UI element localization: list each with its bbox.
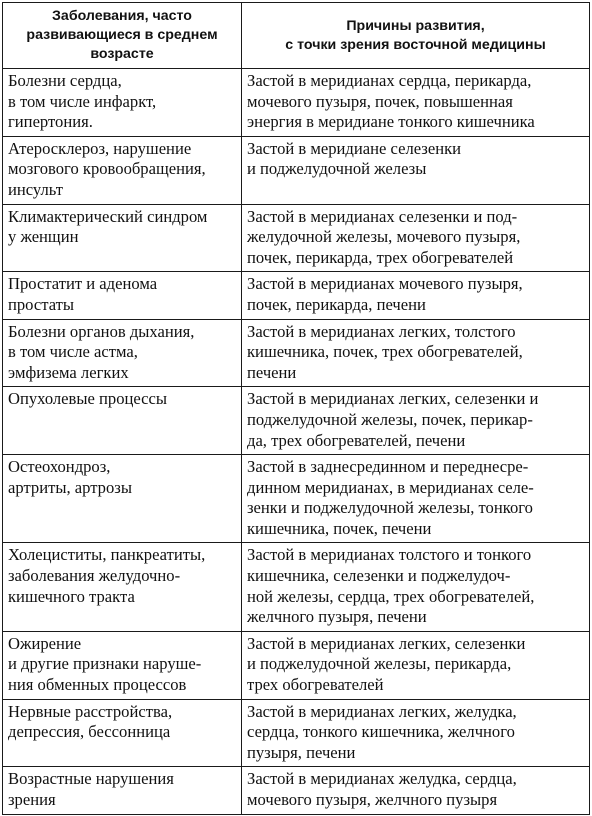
table-row [3,136,590,204]
header-row [3,3,590,69]
header-causes: Причины развития, с точки зрения восточной медицины [242,3,590,69]
cause-cell: Застой в меридианах легких, селезенки и поджелудочной железы, почек, перикар- да, трех обогревателей, печени [242,387,590,455]
cause-cell: Застой в меридианах легких, селезенки и поджелудочной железы, перикарда, трех обогревателей [242,631,590,699]
table-row [3,631,590,699]
table-row [3,319,590,387]
table-row [3,387,590,455]
cause-cell: Застой в меридианах легких, толстого кишечника, почек, трех обогревателей, печени [242,319,590,387]
table-row [3,69,590,137]
table-body [3,69,590,815]
cause-cell: Застой в меридианах желудка, сердца, мочевого пузыря, желчного пузыря [242,767,590,814]
disease-cell: Атеросклероз, нарушение мозгового кровообращения, инсульт [3,136,242,204]
cause-cell: Застой в меридианах сердца, перикарда, мочевого пузыря, почек, повышенная энергия в меридиане тонкого кишечника [242,69,590,137]
table-row [3,272,590,319]
table-row [3,543,590,631]
disease-cell: Болезни органов дыхания, в том числе астма, эмфизема легких [3,319,242,387]
table-row [3,455,590,543]
cause-cell: Застой в меридианах толстого и тонкого кишечника, селезенки и поджелудоч- ной железы, сердца, трех обогревателей, желчного пузыря, печени [242,543,590,631]
table-row [3,699,590,767]
disease-cell: Климактерический синдром у женщин [3,204,242,272]
header-diseases: Заболевания, часто развивающиеся в среднем возрасте [3,3,242,69]
table-row [3,204,590,272]
disease-cell: Опухолевые процессы [3,387,242,455]
disease-cell: Холециститы, панкреатиты, заболевания желудочно- кишечного тракта [3,543,242,631]
disease-causes-table [2,2,590,815]
disease-cell: Возрастные нарушения зрения [3,767,242,814]
table-row [3,767,590,814]
table-header [3,3,590,69]
cause-cell: Застой в заднесрединном и переднесре- динном меридианах, в меридианах селе- зенки и поджелудочной железы, тонкого кишечника, почек, печени [242,455,590,543]
disease-cell: Простатит и аденома простаты [3,272,242,319]
disease-cell: Нервные расстройства, депрессия, бессонница [3,699,242,767]
cause-cell: Застой в меридианах легких, желудка, сердца, тонкого кишечника, желчного пузыря, печени [242,699,590,767]
cause-cell: Застой в меридианах мочевого пузыря, почек, перикарда, печени [242,272,590,319]
disease-cell: Ожирение и другие признаки наруше- ния обменных процессов [3,631,242,699]
disease-cell: Остеохондроз, артриты, артрозы [3,455,242,543]
disease-cell: Болезни сердца, в том числе инфаркт, гипертония. [3,69,242,137]
cause-cell: Застой в меридианах селезенки и под- желудочной железы, мочевого пузыря, почек, перикарда, трех обогревателей [242,204,590,272]
cause-cell: Застой в меридиане селезенки и поджелудочной железы [242,136,590,204]
